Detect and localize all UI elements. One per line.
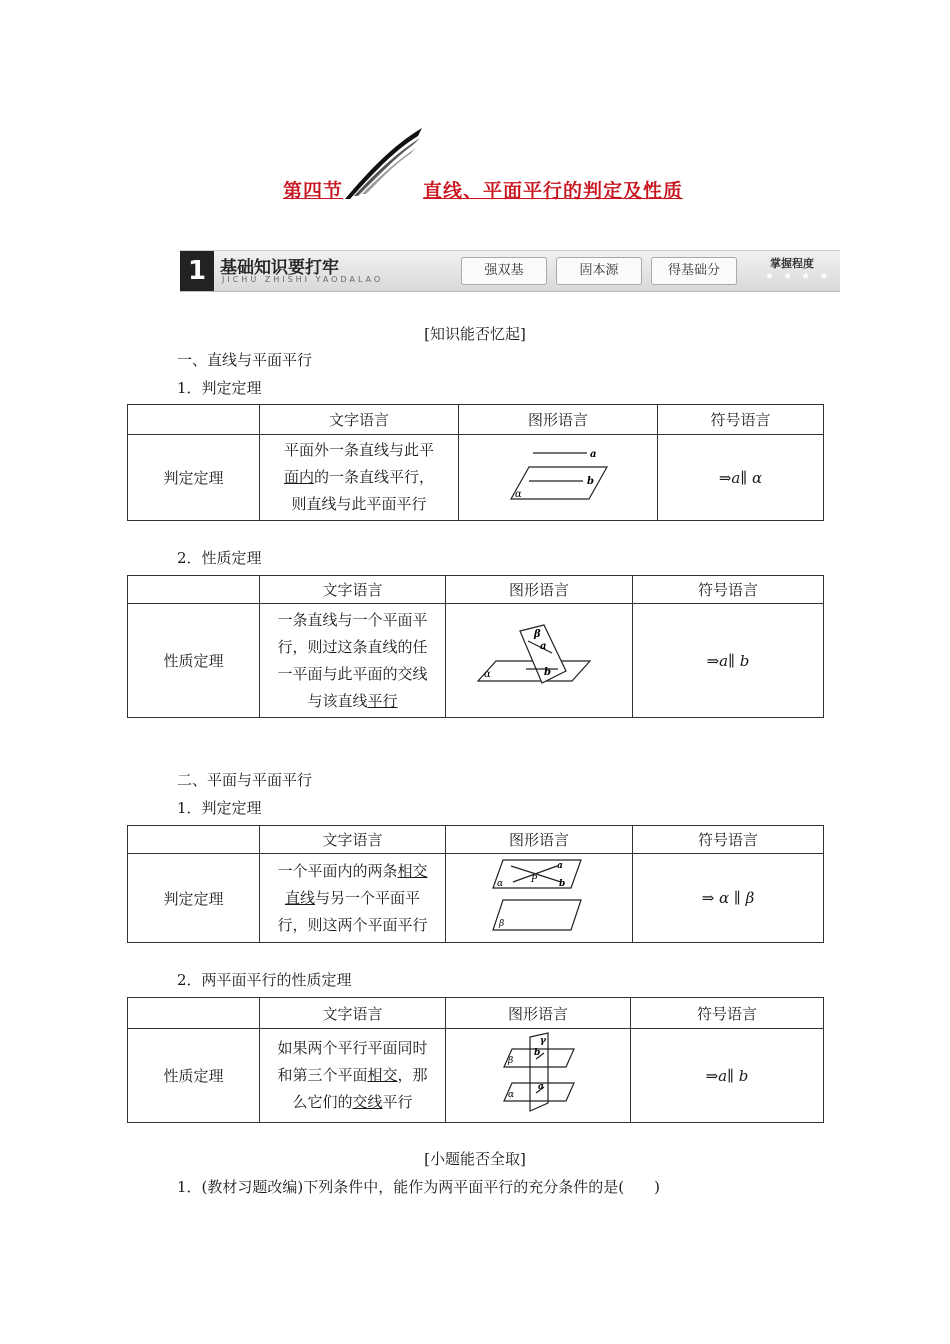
recall-heading: [知识能否忆起] [424, 325, 526, 343]
col-header-figure: 图形语言 [446, 576, 633, 604]
underlined-text: 直线 [284, 888, 315, 907]
text-line: ，那 [397, 1066, 428, 1084]
col-header-text: 文字语言 [260, 576, 446, 604]
underlined-text: 面内 [283, 468, 314, 486]
text-description [260, 854, 446, 943]
text-line: 和第三个平面 [277, 1066, 368, 1084]
col-header-text: 文字语言 [260, 405, 459, 435]
label-beta: β [508, 1055, 514, 1066]
text-line: 一条直线与一个平面平 [277, 610, 428, 629]
table-plane-plane-criterion [127, 825, 824, 943]
label-alpha: α [484, 668, 491, 680]
mastery-level-label: 掌握程度 [770, 257, 814, 270]
label-alpha: α [508, 1089, 515, 1100]
label-a: a [557, 861, 563, 871]
text-line: 一平面与此平面的交线 [277, 664, 428, 683]
row-label: 性质定理 [128, 604, 260, 718]
text-line: 行，则过这条直线的任 [277, 637, 428, 656]
banner-number: 1 [180, 251, 214, 291]
label-beta: β [534, 628, 541, 640]
section-banner [180, 250, 840, 292]
underlined-text: 平行 [367, 691, 398, 710]
col-header-figure: 图形语言 [446, 826, 633, 854]
title-swoosh-icon [340, 124, 430, 204]
text-description [260, 604, 446, 718]
label-b: b [544, 666, 551, 678]
text-description [260, 435, 459, 521]
banner-button-qiangshuangji[interactable]: 强双基 [461, 257, 547, 285]
banner-button-dejichufen[interactable]: 得基础分 [651, 257, 737, 285]
col-header-symbol: 符号语言 [658, 405, 824, 435]
col-header-figure: 图形语言 [459, 405, 658, 435]
part1-subheading-2: 2．性质定理 [177, 549, 262, 567]
figure-cell [459, 435, 658, 521]
line-parallel-plane-figure [503, 443, 613, 509]
quiz-heading: [小题能否全取] [424, 1150, 526, 1168]
text-line: 一个平面内的两条 [277, 861, 398, 880]
label-b: b [534, 1047, 541, 1058]
text-description [260, 1029, 446, 1123]
label-a: a [538, 1081, 544, 1092]
col-header-symbol: 符号语言 [633, 576, 824, 604]
label-gamma: γ [540, 1035, 546, 1046]
text-line: 的一条直线平行， [314, 468, 435, 486]
symbol-expression: ⇒a∥ b [633, 604, 824, 718]
text-line: 与另一个平面平 [315, 888, 421, 907]
row-label: 性质定理 [128, 1029, 260, 1123]
col-header-figure: 图形语言 [446, 998, 631, 1029]
table-line-plane-criterion [127, 404, 824, 521]
label-a: a [540, 640, 547, 652]
underlined-text: 相交 [397, 861, 428, 880]
col-header-symbol: 符号语言 [633, 826, 824, 854]
text-line: 如果两个平行平面同时 [277, 1039, 428, 1057]
header-empty-cell [128, 998, 260, 1029]
symbol-expression: ⇒a∥ b [631, 1029, 824, 1123]
label-b: b [587, 475, 594, 487]
label-P: P [531, 875, 538, 885]
col-header-symbol: 符号语言 [631, 998, 824, 1029]
header-empty-cell [128, 826, 260, 854]
text-line: 行，则这两个平面平行 [277, 915, 428, 934]
banner-title: 基础知识要打牢 [220, 258, 339, 278]
part1-heading: 一、直线与平面平行 [177, 351, 313, 369]
text-line: 么它们的 [292, 1093, 353, 1111]
label-b: b [559, 879, 566, 889]
part1-subheading-1: 1．判定定理 [177, 379, 262, 397]
mastery-stars: ★ ★ ★ ★ [765, 271, 832, 282]
banner-button-gubenyuan[interactable]: 固本源 [556, 257, 642, 285]
underlined-text: 相交 [367, 1066, 398, 1084]
figure-cell [446, 854, 633, 943]
text-line: 平行 [382, 1093, 413, 1111]
text-line: 则直线与此平面平行 [291, 495, 427, 513]
section-number: 第四节 [283, 180, 344, 202]
plane-plane-parallel-figure [491, 856, 587, 936]
figure-cell [446, 604, 633, 718]
banner-subtitle: JICHU ZHISHI YAODALAO [222, 275, 384, 284]
page-title: 直线、平面平行的判定及性质 [423, 180, 684, 202]
figure-cell [446, 1029, 631, 1123]
row-label: 判定定理 [128, 854, 260, 943]
symbol-expression: ⇒ α ∥ β [633, 854, 824, 943]
label-alpha: α [497, 879, 504, 889]
header-empty-cell [128, 405, 260, 435]
part2-subheading-2: 2．两平面平行的性质定理 [177, 971, 352, 989]
col-header-text: 文字语言 [260, 826, 446, 854]
two-parallel-planes-cut-figure [498, 1031, 578, 1117]
part2-heading: 二、平面与平面平行 [177, 771, 313, 789]
symbol-expression: ⇒a∥ α [658, 435, 824, 521]
row-label: 判定定理 [128, 435, 260, 521]
text-line: 平面外一条直线与此平 [283, 441, 434, 459]
part2-subheading-1: 1．判定定理 [177, 799, 262, 817]
label-alpha: α [515, 488, 522, 500]
label-a: a [590, 448, 597, 460]
label-beta: β [499, 919, 505, 929]
col-header-text: 文字语言 [260, 998, 446, 1029]
table-line-plane-property [127, 575, 824, 718]
underlined-text: 交线 [352, 1093, 383, 1111]
table-plane-plane-property [127, 997, 824, 1123]
line-plane-intersection-figure [474, 623, 604, 695]
header-empty-cell [128, 576, 260, 604]
question-1: 1．(教材习题改编)下列条件中，能作为两平面平行的充分条件的是( ) [177, 1178, 660, 1196]
text-line: 与该直线 [307, 691, 368, 710]
